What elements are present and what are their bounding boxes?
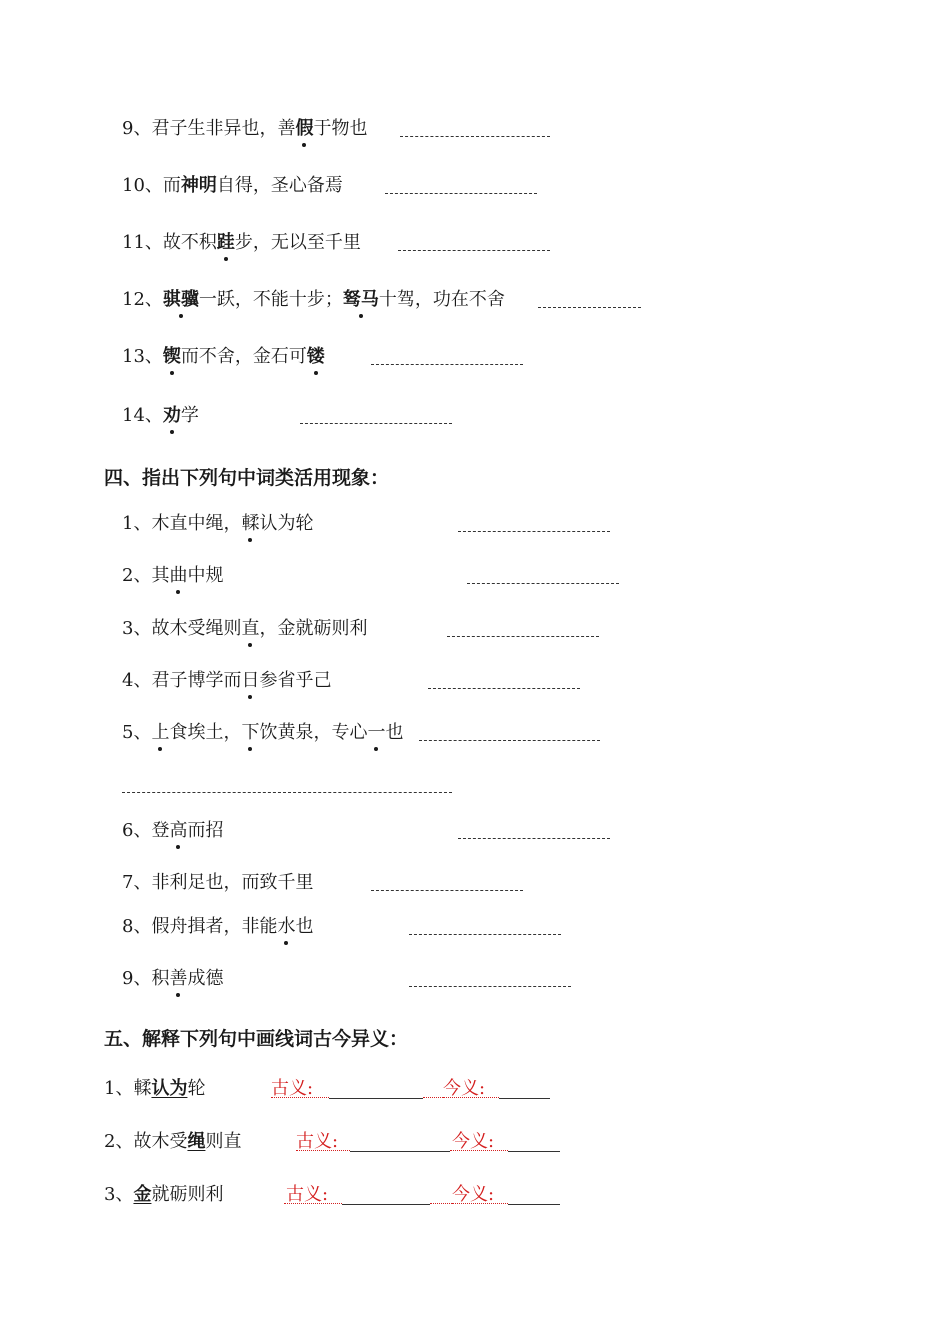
- label-underline: [296, 1150, 350, 1151]
- modern-meaning-blank[interactable]: [508, 1151, 560, 1152]
- key-word: 骐骥: [162, 289, 199, 310]
- item-text: 则直: [205, 1131, 242, 1152]
- label-underline: [452, 1203, 508, 1204]
- item-text: 食埃土，: [169, 722, 242, 743]
- modern-meaning-label: 今义:: [443, 1078, 486, 1099]
- item-text: 君子博学而: [151, 670, 242, 691]
- label-underline: [450, 1150, 508, 1151]
- answer-blank[interactable]: [385, 193, 537, 194]
- answer-blank[interactable]: [428, 688, 580, 689]
- item-text: 君子生非异也，善: [151, 118, 296, 139]
- part4-item-9: [122, 967, 223, 991]
- part3-item-14: [122, 404, 199, 428]
- part4-item-4: [122, 669, 331, 693]
- item-number: 8、: [122, 916, 152, 937]
- item-text: 就砺则利: [151, 1184, 224, 1205]
- item-number: 7、: [122, 872, 152, 893]
- item-text: 中规: [187, 565, 224, 586]
- label-underline: [284, 1203, 342, 1204]
- item-text: 而招: [187, 820, 224, 841]
- part3-item-10: [122, 174, 343, 198]
- item-number: 13、: [122, 346, 163, 367]
- key-word: 镂: [306, 346, 325, 367]
- ancient-meaning-label: 古义:: [296, 1131, 339, 1152]
- key-word: 锲: [162, 346, 181, 367]
- item-text: 登: [151, 820, 170, 841]
- key-word: 善: [169, 968, 188, 989]
- item-number: 2、: [122, 565, 152, 586]
- modern-meaning-label: 今义:: [452, 1131, 495, 1152]
- ancient-meaning-blank[interactable]: [350, 1151, 450, 1152]
- modern-meaning-blank[interactable]: [499, 1098, 550, 1099]
- item-text: 学: [180, 405, 199, 426]
- part4-item-6: [122, 819, 223, 843]
- item-number: 9、: [122, 118, 152, 139]
- answer-blank[interactable]: [447, 636, 599, 637]
- key-word: 驽马: [342, 289, 379, 310]
- item-number: 14、: [122, 405, 163, 426]
- item-text: 十驾，功在不舍: [378, 289, 505, 310]
- item-text: 参省乎己: [259, 670, 332, 691]
- item-text: 成德: [187, 968, 224, 989]
- item-text: 认为轮: [259, 513, 314, 534]
- item-text: 轮: [187, 1078, 206, 1099]
- item-text: 其: [151, 565, 170, 586]
- item-number: 6、: [122, 820, 152, 841]
- item-text: ，金就砺则利: [259, 618, 368, 639]
- answer-blank[interactable]: [458, 531, 610, 532]
- section-heading-part5: 五、解释下列句中画线词古今异义：: [104, 1028, 409, 1050]
- answer-blank[interactable]: [419, 740, 600, 741]
- part3-item-13: [122, 345, 325, 369]
- item-number: 11、: [122, 232, 163, 253]
- underlined-word: 认为: [151, 1078, 188, 1099]
- item-text: 輮: [133, 1078, 152, 1099]
- part5-item-2: [104, 1130, 241, 1154]
- item-number: 2、: [104, 1131, 134, 1152]
- item-number: 12、: [122, 289, 163, 310]
- item-text: 积: [151, 968, 170, 989]
- key-word: 高: [169, 820, 188, 841]
- underlined-word: 绳: [187, 1131, 206, 1152]
- item-number: 1、: [104, 1078, 134, 1099]
- ancient-meaning-blank[interactable]: [342, 1204, 430, 1205]
- section-heading-part4: 四、指出下列句中词类活用现象：: [104, 467, 390, 489]
- key-word: 水: [277, 916, 296, 937]
- key-word: 跬: [216, 232, 235, 253]
- item-text: 故不积: [162, 232, 217, 253]
- label-underline: [430, 1203, 452, 1204]
- ancient-meaning-blank[interactable]: [329, 1098, 423, 1099]
- part4-item-2: [122, 564, 223, 588]
- item-text: 也: [295, 916, 314, 937]
- item-text: 于物也: [313, 118, 368, 139]
- item-number: 10、: [122, 175, 163, 196]
- modern-meaning-label: 今义:: [452, 1184, 495, 1205]
- key-word: 劝: [162, 405, 181, 426]
- answer-blank[interactable]: [409, 934, 561, 935]
- key-word: 神明: [180, 175, 217, 196]
- answer-blank[interactable]: [400, 136, 550, 137]
- part4-item-5: [122, 721, 403, 745]
- label-underline: [443, 1097, 499, 1098]
- part5-item-3: [104, 1183, 223, 1207]
- item-number: 4、: [122, 670, 152, 691]
- answer-blank[interactable]: [467, 583, 619, 584]
- key-word: 下: [241, 722, 260, 743]
- item-text: 也: [385, 722, 404, 743]
- item-number: 3、: [122, 618, 152, 639]
- part3-item-11: [122, 231, 361, 255]
- label-underline: [271, 1097, 329, 1098]
- part3-item-9: [122, 117, 367, 141]
- answer-blank[interactable]: [122, 792, 452, 793]
- modern-meaning-blank[interactable]: [508, 1204, 560, 1205]
- answer-blank[interactable]: [371, 364, 523, 365]
- item-text: 饮黄泉，专心: [259, 722, 368, 743]
- label-underline: [423, 1097, 443, 1098]
- part4-item-1: [122, 512, 313, 536]
- item-text: 故木受: [133, 1131, 188, 1152]
- item-text: 而: [162, 175, 181, 196]
- item-number: 9、: [122, 968, 152, 989]
- underlined-word: 金: [133, 1184, 152, 1205]
- answer-blank[interactable]: [538, 307, 641, 308]
- ancient-meaning-label: 古义:: [286, 1184, 329, 1205]
- part4-item-3: [122, 617, 367, 641]
- item-number: 3、: [104, 1184, 134, 1205]
- item-text: 自得，圣心备焉: [216, 175, 343, 196]
- part3-item-12: [122, 288, 505, 312]
- part5-item-1: [104, 1077, 205, 1101]
- answer-blank[interactable]: [398, 250, 550, 251]
- ancient-meaning-label: 古义:: [271, 1078, 314, 1099]
- item-number: 1、: [122, 513, 152, 534]
- answer-blank[interactable]: [458, 838, 610, 839]
- part4-item-8: [122, 915, 313, 939]
- key-word: 日: [241, 670, 260, 691]
- part4-item-7: [122, 871, 313, 895]
- key-word: 曲: [169, 565, 188, 586]
- item-text: 假舟揖者，非能: [151, 916, 278, 937]
- item-text: 故木受绳则: [151, 618, 242, 639]
- key-word: 上: [151, 722, 170, 743]
- item-number: 5、: [122, 722, 152, 743]
- key-word: 直: [241, 618, 260, 639]
- answer-blank[interactable]: [300, 423, 452, 424]
- key-word: 一: [367, 722, 386, 743]
- answer-blank[interactable]: [409, 986, 571, 987]
- answer-blank[interactable]: [371, 890, 523, 891]
- key-word: 輮: [241, 513, 260, 534]
- item-text: 木直中绳，: [151, 513, 242, 534]
- item-text: 步，无以至千里: [234, 232, 361, 253]
- item-text: 一跃，不能十步；: [198, 289, 343, 310]
- item-text: 而不舍，金石可: [180, 346, 307, 367]
- item-text: 非利足也，而致千里: [151, 872, 314, 893]
- key-word: 假: [295, 118, 314, 139]
